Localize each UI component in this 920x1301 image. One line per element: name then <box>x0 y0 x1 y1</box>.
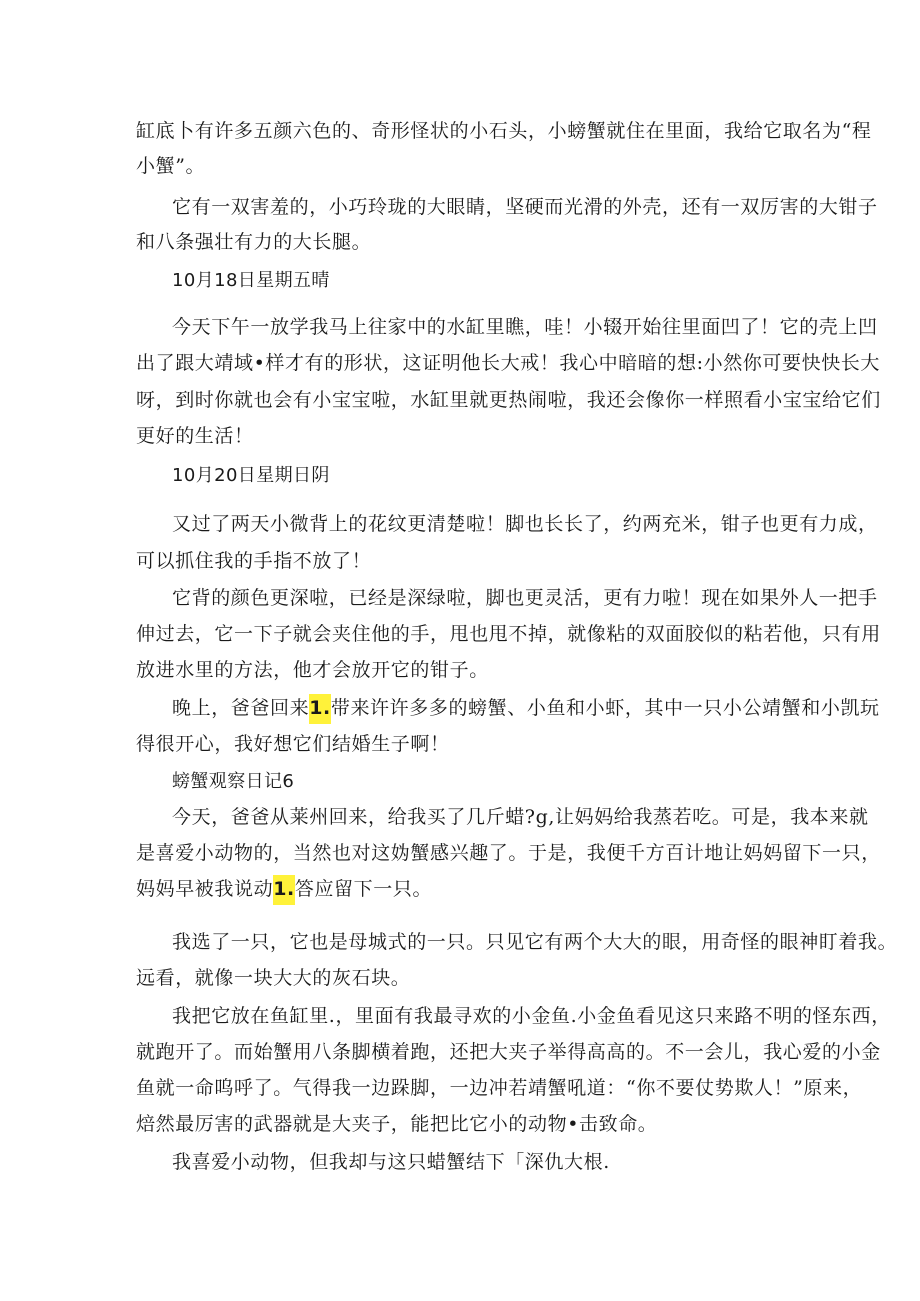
para5-line1: 它背的颜色更深啦，已经是深绿啦，脚也更灵活，更有力啦！现在如果外人一把手 <box>172 587 878 609</box>
para8-line2: 远看，就像一块大大的灰石块。 <box>136 967 411 989</box>
para10-line1: 我喜爱小动物，但我却与这只蜡蟹结下「深仇大根. <box>172 1151 610 1173</box>
para3-line3: 呀，到时你就也会有小宝宝啦，水缸里就更热闹啦，我还会像你一样照看小宝宝给它们 <box>136 389 881 411</box>
para5-line2: 伸过去，它一下子就会夹住他的手，甩也甩不掉，就像粘的双面胶似的粘若他，只有用 <box>136 623 881 645</box>
para3-line2: 出了跟大靖域•样才有的形状，这证明他长大戒！我心中暗暗的想:小然你可要快快长大 <box>136 352 881 374</box>
para7-line3-pre: 妈妈早被我说动 <box>136 878 274 900</box>
para5-line3: 放进水里的方法，他才会放开它的钳子。 <box>136 659 489 681</box>
para6-line1-pre: 晚上，爸爸回来 <box>172 697 310 719</box>
para9-line1: 我把它放在鱼缸里.，里面有我最寻欢的小金鱼.小金鱼看见这只来路不明的怪东西， <box>172 1005 891 1027</box>
para4-line1: 又过了两天小微背上的花纹更清楚啦！脚也长长了，约两充米，钳子也更有力成， <box>172 513 878 535</box>
para3-line4: 更好的生活！ <box>136 425 254 447</box>
para7-line1: 今天，爸爸从莱州回来，给我买了几斤蜡?g,让妈妈给我蒸若吃。可是，我本来就 <box>172 806 869 828</box>
highlight-mark: 1. <box>273 875 295 905</box>
date-heading-oct20: 10月20日星期日阴 <box>172 465 330 486</box>
para6-line2: 得很开心，我好想它们结婚生子啊！ <box>136 733 450 755</box>
para7-line3-post: 答应留下一只。 <box>294 878 433 900</box>
para7-line3 <box>136 876 432 902</box>
para7-line2: 是喜爱小动物的，当然也对这妫蟹感兴趣了。于是，我便千方百计地让妈妈留下一只， <box>136 842 881 864</box>
para9-line4: 焙然最厉害的武器就是大夹子，能把比它小的动物•击致命。 <box>136 1113 658 1135</box>
para9-line3: 鱼就一命呜呼了。气得我一边跺脚，一边冲若靖蟹吼道：“你不要仗势欺人！”原来， <box>136 1077 863 1099</box>
para4-line2: 可以抓住我的手指不放了！ <box>136 550 372 572</box>
highlight-mark: 1. <box>309 694 331 724</box>
para2-line1: 它有一双害羞的，小巧玲珑的大眼睛，坚硬而光滑的外壳，还有一双厉害的大钳子 <box>172 196 878 218</box>
para2-line2: 和八条强壮有力的大长腿。 <box>136 231 372 253</box>
para1-line2: 小蟹”。 <box>136 155 206 177</box>
para1-line1: 缸底卜有许多五颜六色的、奇形怪状的小石头，小螃蟹就住在里面，我给它取名为“程 <box>136 120 872 142</box>
para8-line1: 我选了一只，它也是母城式的一只。只见它有两个大大的眼，用奇怪的眼神盯着我。 <box>172 931 898 953</box>
date-heading-oct18: 10月18日星期五晴 <box>172 270 330 291</box>
section-title-diary6: 螃蟹观察日记6 <box>172 771 295 792</box>
para6-line1 <box>172 695 880 721</box>
para9-line2: 就跑开了。而始蟹用八条脚横着跑，还把大夹子举得高高的。不一会儿，我心爱的小金 <box>136 1041 881 1063</box>
para3-line1: 今天下午一放学我马上往家中的水缸里瞧，哇！小辍开始往里面凹了！它的壳上凹 <box>172 316 878 338</box>
para6-line1-post: 带来许许多多的螃蟹、小鱼和小虾，其中一只小公靖蟹和小凯玩 <box>330 697 880 719</box>
